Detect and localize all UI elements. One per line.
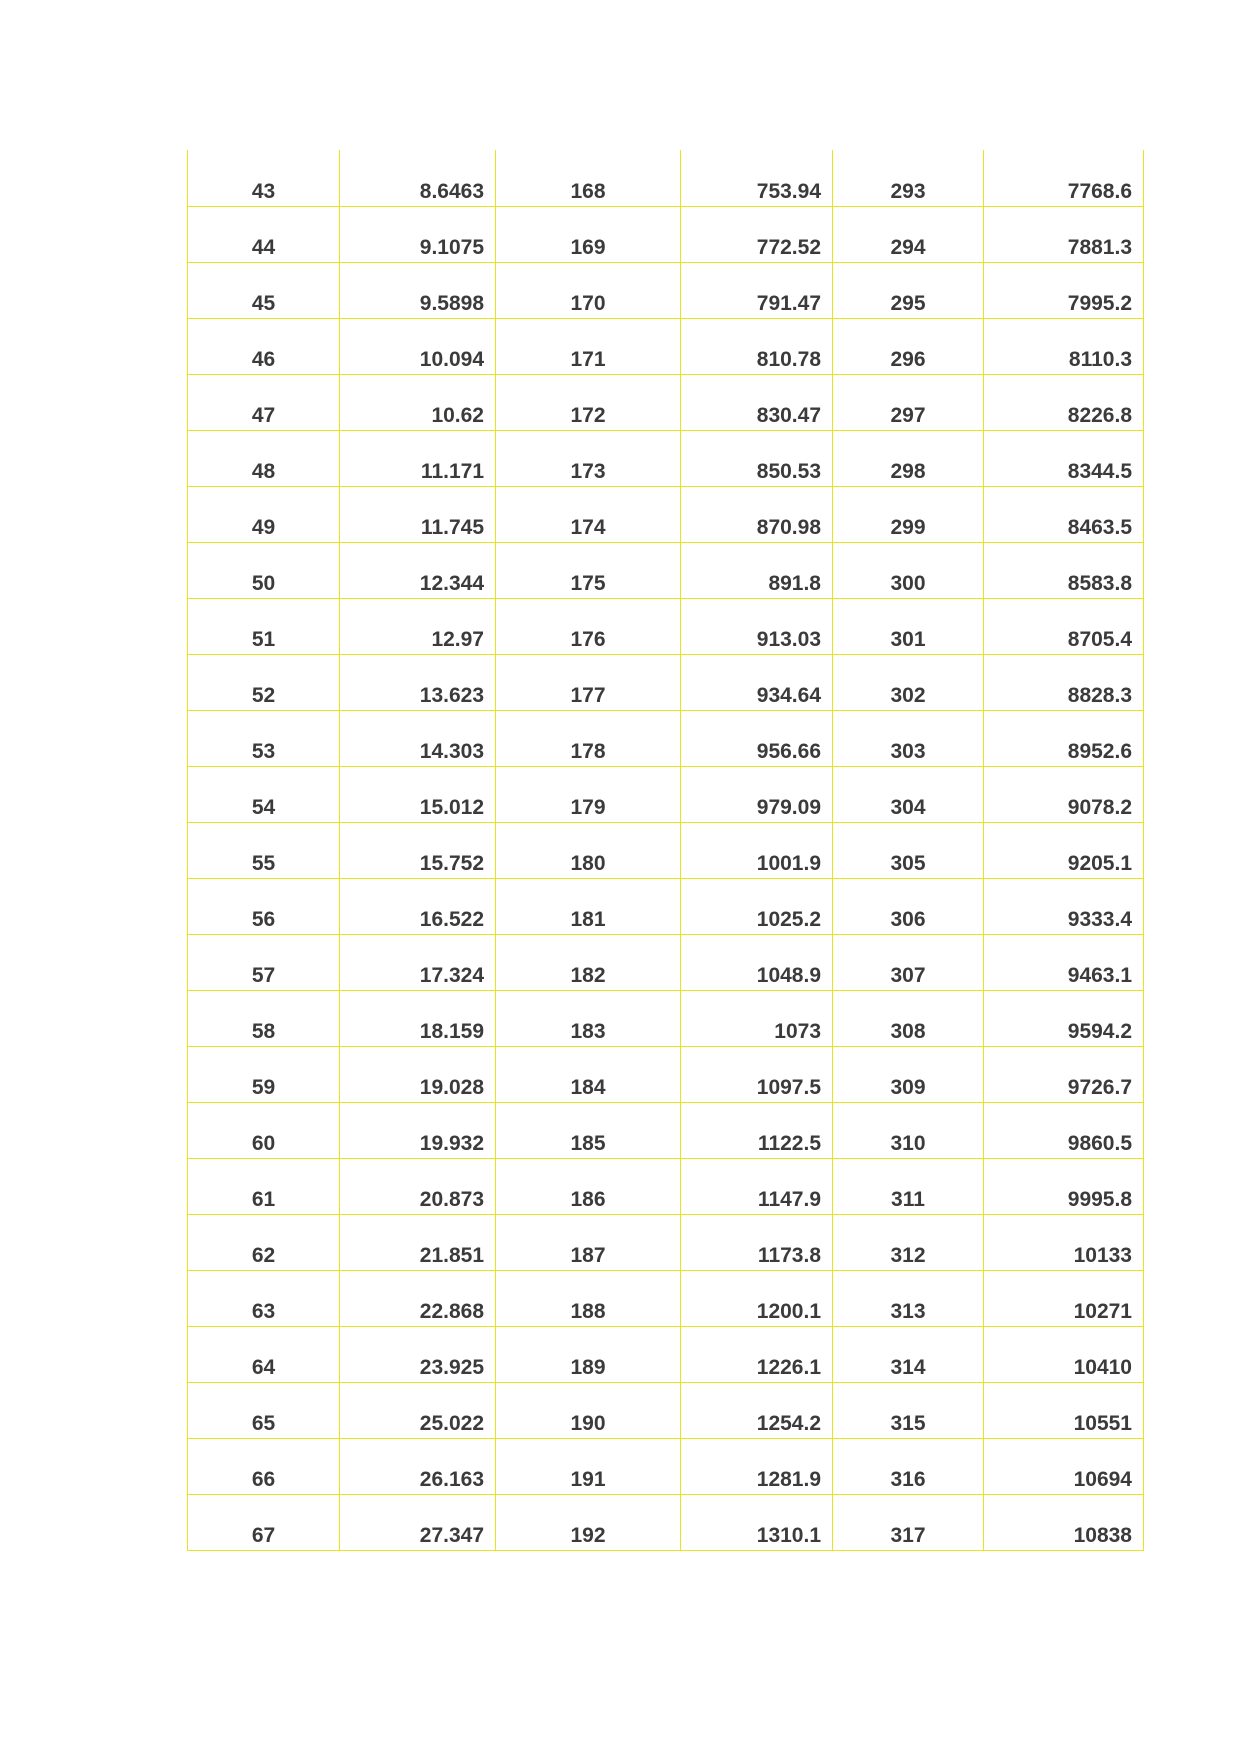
- index-a-cell: 63: [188, 1270, 340, 1326]
- value-a-cell: 23.925: [340, 1326, 496, 1382]
- value-a-cell: 12.344: [340, 542, 496, 598]
- index-c-cell: 300: [833, 542, 984, 598]
- document-page: [187, 150, 1143, 1551]
- index-a-cell: 48: [188, 430, 340, 486]
- index-c-cell: 317: [833, 1494, 984, 1550]
- value-a-cell: 18.159: [340, 990, 496, 1046]
- index-a-cell: 51: [188, 598, 340, 654]
- value-c-cell: 10133: [984, 1214, 1144, 1270]
- value-b-cell: 1310.1: [681, 1494, 833, 1550]
- index-b-cell: 174: [496, 486, 681, 542]
- index-c-cell: 304: [833, 766, 984, 822]
- value-c-cell: 8828.3: [984, 654, 1144, 710]
- index-a-cell: 59: [188, 1046, 340, 1102]
- table-row: [188, 486, 1144, 542]
- table-row: [188, 1270, 1144, 1326]
- index-b-cell: 180: [496, 822, 681, 878]
- index-b-cell: 185: [496, 1102, 681, 1158]
- value-c-cell: 8463.5: [984, 486, 1144, 542]
- value-b-cell: 1200.1: [681, 1270, 833, 1326]
- index-c-cell: 297: [833, 374, 984, 430]
- index-c-cell: 303: [833, 710, 984, 766]
- value-a-cell: 15.752: [340, 822, 496, 878]
- table-row: [188, 654, 1144, 710]
- index-a-cell: 56: [188, 878, 340, 934]
- index-c-cell: 298: [833, 430, 984, 486]
- table-row: [188, 1494, 1144, 1550]
- index-c-cell: 302: [833, 654, 984, 710]
- value-a-cell: 9.5898: [340, 262, 496, 318]
- index-c-cell: 310: [833, 1102, 984, 1158]
- index-c-cell: 294: [833, 206, 984, 262]
- value-a-cell: 12.97: [340, 598, 496, 654]
- value-a-cell: 14.303: [340, 710, 496, 766]
- index-b-cell: 169: [496, 206, 681, 262]
- index-a-cell: 49: [188, 486, 340, 542]
- index-a-cell: 46: [188, 318, 340, 374]
- index-a-cell: 43: [188, 150, 340, 206]
- table-row: [188, 1326, 1144, 1382]
- index-b-cell: 182: [496, 934, 681, 990]
- value-b-cell: 791.47: [681, 262, 833, 318]
- value-c-cell: 9078.2: [984, 766, 1144, 822]
- value-b-cell: 870.98: [681, 486, 833, 542]
- value-a-cell: 22.868: [340, 1270, 496, 1326]
- value-a-cell: 19.932: [340, 1102, 496, 1158]
- value-b-cell: 1048.9: [681, 934, 833, 990]
- value-a-cell: 16.522: [340, 878, 496, 934]
- index-c-cell: 316: [833, 1438, 984, 1494]
- value-c-cell: 8344.5: [984, 430, 1144, 486]
- index-b-cell: 181: [496, 878, 681, 934]
- value-c-cell: 10838: [984, 1494, 1144, 1550]
- index-c-cell: 314: [833, 1326, 984, 1382]
- index-a-cell: 67: [188, 1494, 340, 1550]
- index-b-cell: 178: [496, 710, 681, 766]
- value-a-cell: 20.873: [340, 1158, 496, 1214]
- index-a-cell: 53: [188, 710, 340, 766]
- table-row: [188, 822, 1144, 878]
- table-row: [188, 990, 1144, 1046]
- value-b-cell: 810.78: [681, 318, 833, 374]
- value-a-cell: 17.324: [340, 934, 496, 990]
- value-c-cell: 9860.5: [984, 1102, 1144, 1158]
- index-a-cell: 55: [188, 822, 340, 878]
- value-b-cell: 1254.2: [681, 1382, 833, 1438]
- value-c-cell: 8705.4: [984, 598, 1144, 654]
- data-table: [187, 150, 1144, 1551]
- index-b-cell: 172: [496, 374, 681, 430]
- table-row: [188, 1046, 1144, 1102]
- index-b-cell: 191: [496, 1438, 681, 1494]
- table-row: [188, 878, 1144, 934]
- value-b-cell: 753.94: [681, 150, 833, 206]
- value-a-cell: 27.347: [340, 1494, 496, 1550]
- index-c-cell: 295: [833, 262, 984, 318]
- index-b-cell: 187: [496, 1214, 681, 1270]
- table-row: [188, 150, 1144, 206]
- value-a-cell: 15.012: [340, 766, 496, 822]
- index-c-cell: 313: [833, 1270, 984, 1326]
- value-a-cell: 25.022: [340, 1382, 496, 1438]
- value-c-cell: 8583.8: [984, 542, 1144, 598]
- table-row: [188, 1214, 1144, 1270]
- index-b-cell: 171: [496, 318, 681, 374]
- value-c-cell: 9333.4: [984, 878, 1144, 934]
- value-a-cell: 9.1075: [340, 206, 496, 262]
- value-a-cell: 19.028: [340, 1046, 496, 1102]
- index-b-cell: 184: [496, 1046, 681, 1102]
- index-b-cell: 176: [496, 598, 681, 654]
- index-c-cell: 305: [833, 822, 984, 878]
- table-row: [188, 1382, 1144, 1438]
- value-b-cell: 1001.9: [681, 822, 833, 878]
- value-b-cell: 772.52: [681, 206, 833, 262]
- table-row: [188, 318, 1144, 374]
- value-b-cell: 956.66: [681, 710, 833, 766]
- value-c-cell: 7768.6: [984, 150, 1144, 206]
- index-c-cell: 299: [833, 486, 984, 542]
- table-body: [188, 150, 1144, 1550]
- value-b-cell: 934.64: [681, 654, 833, 710]
- table-row: [188, 1102, 1144, 1158]
- value-b-cell: 1173.8: [681, 1214, 833, 1270]
- value-b-cell: 913.03: [681, 598, 833, 654]
- index-b-cell: 192: [496, 1494, 681, 1550]
- index-c-cell: 296: [833, 318, 984, 374]
- value-c-cell: 7881.3: [984, 206, 1144, 262]
- index-b-cell: 186: [496, 1158, 681, 1214]
- value-c-cell: 8110.3: [984, 318, 1144, 374]
- index-b-cell: 170: [496, 262, 681, 318]
- value-b-cell: 979.09: [681, 766, 833, 822]
- table-row: [188, 766, 1144, 822]
- value-a-cell: 21.851: [340, 1214, 496, 1270]
- value-a-cell: 10.62: [340, 374, 496, 430]
- index-b-cell: 175: [496, 542, 681, 598]
- index-c-cell: 311: [833, 1158, 984, 1214]
- index-c-cell: 309: [833, 1046, 984, 1102]
- value-b-cell: 830.47: [681, 374, 833, 430]
- index-c-cell: 315: [833, 1382, 984, 1438]
- value-b-cell: 1025.2: [681, 878, 833, 934]
- value-c-cell: 7995.2: [984, 262, 1144, 318]
- index-b-cell: 190: [496, 1382, 681, 1438]
- index-a-cell: 54: [188, 766, 340, 822]
- table-row: [188, 710, 1144, 766]
- table-row: [188, 1158, 1144, 1214]
- value-b-cell: 1147.9: [681, 1158, 833, 1214]
- value-c-cell: 10410: [984, 1326, 1144, 1382]
- index-c-cell: 308: [833, 990, 984, 1046]
- value-c-cell: 10551: [984, 1382, 1144, 1438]
- index-a-cell: 61: [188, 1158, 340, 1214]
- table-row: [188, 206, 1144, 262]
- index-a-cell: 44: [188, 206, 340, 262]
- value-a-cell: 8.6463: [340, 150, 496, 206]
- index-b-cell: 177: [496, 654, 681, 710]
- index-a-cell: 58: [188, 990, 340, 1046]
- value-a-cell: 26.163: [340, 1438, 496, 1494]
- index-b-cell: 179: [496, 766, 681, 822]
- table-row: [188, 374, 1144, 430]
- table-row: [188, 1438, 1144, 1494]
- table-row: [188, 598, 1144, 654]
- value-a-cell: 11.745: [340, 486, 496, 542]
- value-c-cell: 10694: [984, 1438, 1144, 1494]
- index-c-cell: 312: [833, 1214, 984, 1270]
- index-b-cell: 168: [496, 150, 681, 206]
- index-a-cell: 47: [188, 374, 340, 430]
- index-a-cell: 50: [188, 542, 340, 598]
- index-a-cell: 66: [188, 1438, 340, 1494]
- value-b-cell: 891.8: [681, 542, 833, 598]
- value-b-cell: 1281.9: [681, 1438, 833, 1494]
- index-a-cell: 57: [188, 934, 340, 990]
- value-c-cell: 9205.1: [984, 822, 1144, 878]
- value-c-cell: 8226.8: [984, 374, 1144, 430]
- value-c-cell: 9463.1: [984, 934, 1144, 990]
- index-c-cell: 293: [833, 150, 984, 206]
- value-c-cell: 10271: [984, 1270, 1144, 1326]
- value-a-cell: 10.094: [340, 318, 496, 374]
- value-a-cell: 13.623: [340, 654, 496, 710]
- value-c-cell: 9594.2: [984, 990, 1144, 1046]
- index-a-cell: 62: [188, 1214, 340, 1270]
- value-c-cell: 8952.6: [984, 710, 1144, 766]
- table-row: [188, 430, 1144, 486]
- table-row: [188, 262, 1144, 318]
- index-a-cell: 65: [188, 1382, 340, 1438]
- value-c-cell: 9995.8: [984, 1158, 1144, 1214]
- index-b-cell: 188: [496, 1270, 681, 1326]
- index-c-cell: 301: [833, 598, 984, 654]
- value-b-cell: 850.53: [681, 430, 833, 486]
- index-a-cell: 52: [188, 654, 340, 710]
- index-b-cell: 183: [496, 990, 681, 1046]
- index-a-cell: 60: [188, 1102, 340, 1158]
- index-a-cell: 64: [188, 1326, 340, 1382]
- index-c-cell: 306: [833, 878, 984, 934]
- index-a-cell: 45: [188, 262, 340, 318]
- value-b-cell: 1226.1: [681, 1326, 833, 1382]
- value-b-cell: 1097.5: [681, 1046, 833, 1102]
- index-b-cell: 173: [496, 430, 681, 486]
- value-c-cell: 9726.7: [984, 1046, 1144, 1102]
- index-b-cell: 189: [496, 1326, 681, 1382]
- value-b-cell: 1073: [681, 990, 833, 1046]
- table-row: [188, 542, 1144, 598]
- value-b-cell: 1122.5: [681, 1102, 833, 1158]
- index-c-cell: 307: [833, 934, 984, 990]
- value-a-cell: 11.171: [340, 430, 496, 486]
- table-row: [188, 934, 1144, 990]
